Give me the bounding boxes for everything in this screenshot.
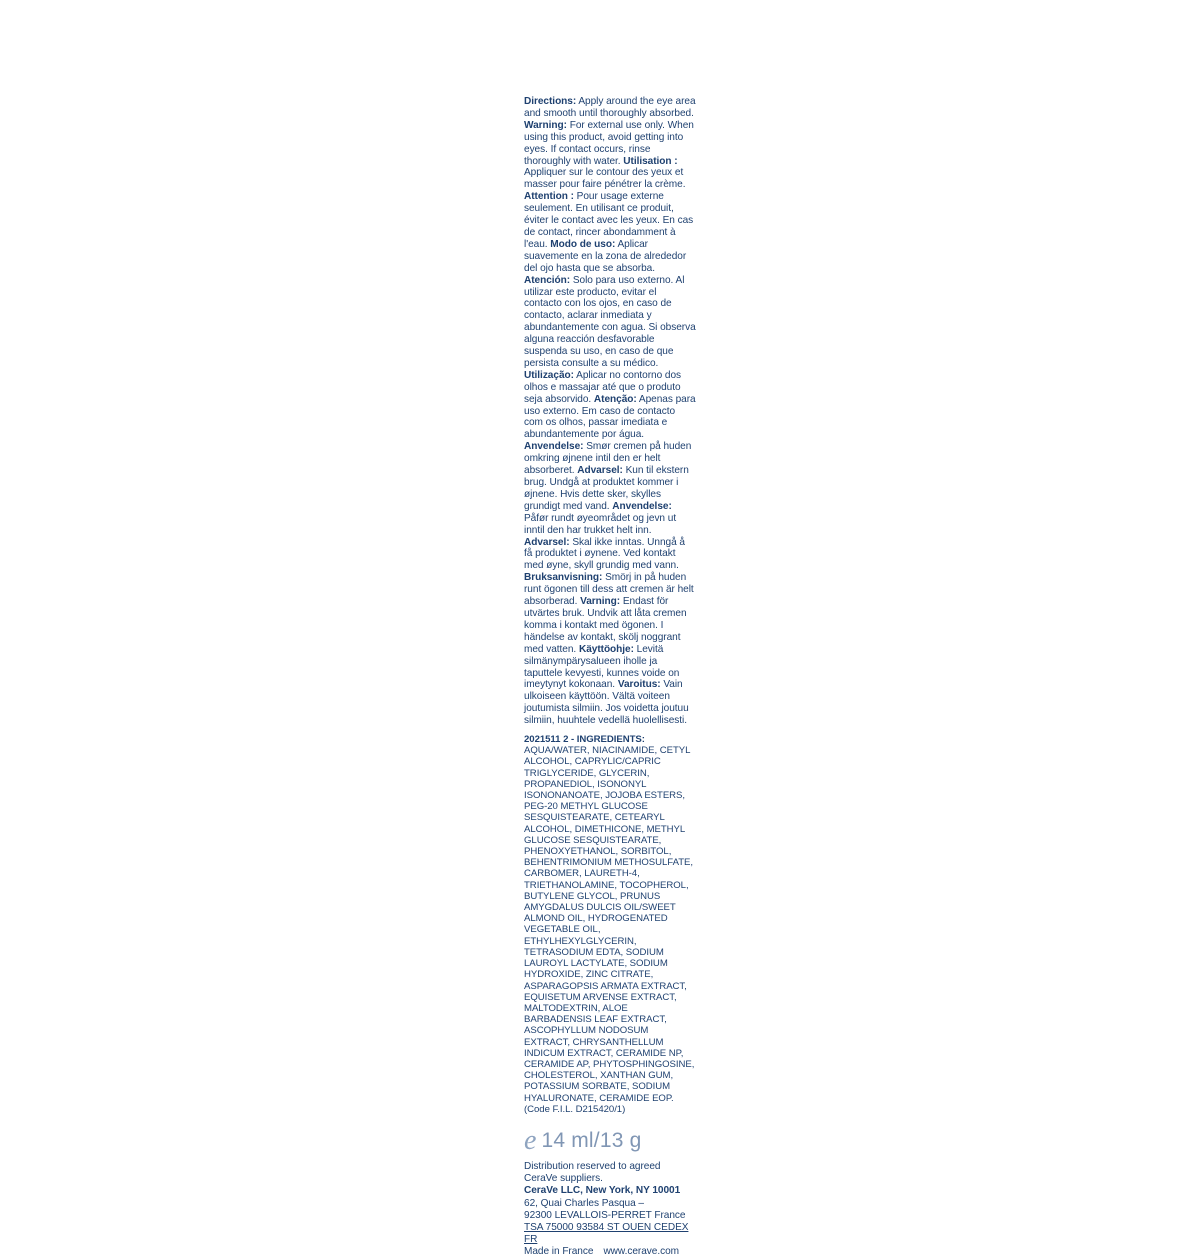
utilizacao-label-pt: Utilização: <box>524 369 574 381</box>
modo-de-uso-text-es: Aplicar suavemente en la zona de alrededor del ojo hasta que se absorba. <box>524 238 687 274</box>
net-volume-row <box>524 1124 696 1156</box>
bruksanvisning-label-sv: Bruksanvisning: <box>524 572 603 584</box>
advarsel-label-no: Advarsel: <box>524 536 570 548</box>
varning-text-sv: Endast för utvärtes bruk. Undvik att låta cremen komma i kontakt med ögonen. I händelse av kontakt, skölj noggrant med vatten. <box>524 596 687 655</box>
kayttoohje-text-fi: Levitä silmänympärysalueen iholle ja taputtele kevyesti, kunnes voide on imeytynyt kokonaan. <box>524 643 680 691</box>
directions-text-en: Apply around the eye area and smooth until thoroughly absorbed. <box>524 96 696 119</box>
anvendelse-label-no: Anvendelse: <box>612 500 672 512</box>
product-label-panel <box>524 96 696 1259</box>
utilisation-text-fr: Appliquer sur le contour des yeux et masser pour faire pénétrer la crème. <box>524 167 686 191</box>
anvendelse-text-da: Smør cremen på huden omkring øjnene intil den er helt absorberet. <box>524 441 692 477</box>
footer-block <box>524 1161 696 1259</box>
anvendelse-text-no: Påfør rundt øyeområdet og jevn ut inntil den har trukket helt inn. <box>524 512 677 536</box>
modo-de-uso-label-es: Modo de uso: <box>550 238 616 250</box>
warning-label-en: Warning: <box>524 119 567 131</box>
address-line-1: 62, Quai Charles Pasqua – <box>524 1197 644 1209</box>
distribution-line-2: CeraVe suppliers. <box>524 1173 603 1185</box>
estimated-sign-icon: e <box>524 1124 537 1156</box>
atencion-text-es: Solo para uso externo. Al utilizar este producto, evitar el contacto con los ojos, en caso de contacto, aclarar inmediata y abundantemente con agua. Si observa alguna reacción desfavorable suspenda su uso, en caso de que persista consulte a su médico. <box>524 274 696 369</box>
atencao-label-pt: Atenção: <box>593 393 637 405</box>
attention-label-fr: Attention : <box>524 191 574 203</box>
anvendelse-label-da: Anvendelse: <box>524 441 584 453</box>
varoitus-text-fi: Vain ulkoiseen käyttöön. Vältä voiteen joutumista silmiin. Jos voidetta joutuu silmiin, huuhtele vedellä huolellisesti. <box>524 679 689 727</box>
bruksanvisning-text-sv: Smörj in på huden runt ögonen till dess att cremen är helt absorberad. <box>524 572 694 608</box>
ingredients-block <box>524 734 696 1115</box>
company-name: CeraVe LLC, New York, NY 10001 <box>524 1185 681 1197</box>
made-in-text: Made in France <box>524 1246 594 1258</box>
directions-text-block <box>524 96 696 727</box>
ingredients-heading: 2021511 2 - INGREDIENTS: <box>524 734 645 746</box>
varning-label-sv: Varning: <box>580 596 621 608</box>
warning-text-en: For external use only. When using this product, avoid getting into eyes. If contact occurs, rinse thoroughly with water. <box>524 119 694 167</box>
atencion-label-es: Atención: <box>524 274 571 286</box>
kayttoohje-label-fi: Käyttöohje: <box>578 643 634 655</box>
utilizacao-text-pt: Aplicar no contorno dos olhos e massajar até que o produto seja absorvido. <box>524 369 682 405</box>
distribution-line-1: Distribution reserved to agreed <box>524 1160 661 1172</box>
varoitus-label-fi: Varoitus: <box>617 679 661 691</box>
address-line-2: 92300 LEVALLOIS-PERRET France <box>524 1209 686 1221</box>
directions-label-en: Directions: <box>524 96 577 107</box>
ingredients-list: AQUA/WATER, NIACINAMIDE, CETYL ALCOHOL, CAPRYLIC/CAPRIC TRIGLYCERIDE, GLYCERIN, PROPANEDIOL, ISONONYL ISONONANOATE, JOJOBA ESTERS, PEG-20 METHYL GLUCOSE SESQUISTEARATE, CETEARYL ALCOHOL, DIMETHICONE, METHYL GLUCOSE SESQUISTEARATE, PHENOXYETHANOL, SORBITOL, BEHENTRIMONIUM METHOSULFATE, CARBOMER, LAURETH-4, TRIETHANOLAMINE, TOCOPHEROL, BUTYLENE GLYCOL, PRUNUS AMYGDALUS DULCIS OIL/SWEET ALMOND OIL, HYDROGENATED VEGETABLE OIL, ETHYLHEXYLGLYCERIN, TETRASODIUM EDTA, SODIUM LAUROYL LACTYLATE, SODIUM HYDROXIDE, ZINC CITRATE, ASPARAGOPSIS ARMATA EXTRACT, EQUISETUM ARVENSE EXTRACT, MALTODEXTRIN, ALOE BARBADENSIS LEAF EXTRACT, ASCOPHYLLUM NODOSUM EXTRACT, CHRYSANTHELLUM INDICUM EXTRACT, CERAMIDE NP, CERAMIDE AP, PHYTOSPHINGOSINE, CHOLESTEROL, XANTHAN GUM, POTASSIUM SORBATE, SODIUM HYALURONATE, CERAMIDE EOP. (Code F.I.L. D215420/1) <box>524 745 695 1115</box>
net-volume-text: 14 ml/13 g <box>541 1128 642 1152</box>
advarsel-label-da: Advarsel: <box>577 465 623 477</box>
utilisation-label-fr: Utilisation : <box>623 155 678 167</box>
advarsel-text-no: Skal ikke inntas. Unngå å få produktet i øynene. Ved kontakt med øyne, skyll grundig med vann. <box>524 536 685 572</box>
made-in-and-website-row <box>524 1246 696 1258</box>
atencao-text-pt: Apenas para uso externo. Em caso de contacto com os olhos, passar imediata e abundantemente por água. <box>524 393 696 441</box>
advarsel-text-da: Kun til ekstern brug. Undgå at produktet kommer i øjnene. Hvis dette sker, skylles grundigt med vand. <box>524 465 689 512</box>
address-line-3: TSA 75000 93584 ST OUEN CEDEX FR <box>524 1221 689 1246</box>
attention-text-fr: Pour usage externe seulement. En utilisant ce produit, éviter le contact avec les yeux. En cas de contact, rincer abondamment à l'eau. <box>524 191 694 250</box>
website-text: www.cerave.com <box>603 1246 680 1258</box>
